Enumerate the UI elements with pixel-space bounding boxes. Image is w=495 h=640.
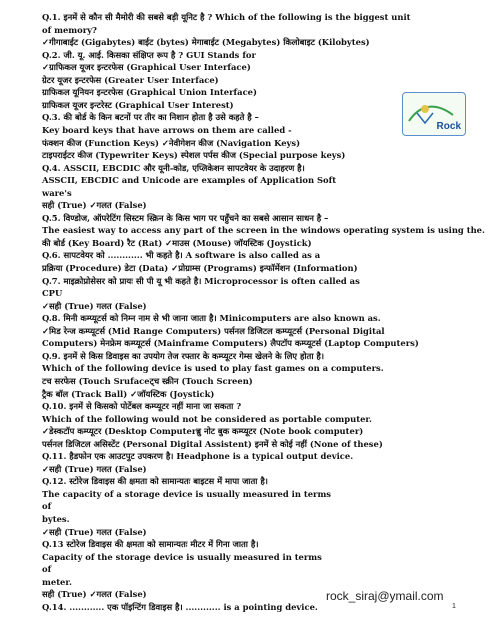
- text-line: Q.4. ASSCII, EBCDIC और यूनी-कोड, एप्लिकेशन सापटवेयर के उदाहरण है।: [42, 162, 305, 173]
- text-line: फंक्शन कीज (Function Keys) ✓नेवीगेशन कीज (Navigation Keys): [42, 137, 301, 148]
- text-line: bytes.: [42, 514, 70, 524]
- text-line: Computers) मेनफ्रेम कम्प्यूटर्स (Mainframe Computers) लैपटॉप कम्प्यूटर्स (Laptop Computers): [42, 338, 419, 349]
- text-line: Q.7. माइक्रोप्रोसेसर को प्रायः सी पी यू भी कहते है। Microprocessor is often called as: [42, 275, 360, 286]
- text-line: Q.2. जी. यू. आई. किसका संक्षिप्त रूप है ? GUI Stands for: [42, 49, 256, 60]
- text-line: ASSCII, EBCDIC and Unicode are examples of Application Soft: [42, 175, 337, 186]
- text-line: ग्राफिकल यूनियन इन्टरफेस (Graphical Union Interface): [42, 87, 257, 98]
- text-line: टाइपराईटर कीज (Typewriter Keys) स्पेशल पर्पस कीज (Special purpose keys): [42, 150, 346, 161]
- text-line: of: [42, 501, 52, 512]
- text-line: Capacity of the storage device is usually measured in terms: [42, 551, 322, 562]
- text-line: ✓ग्राफिकल यूजर इन्टरफेस (Graphical User Interface): [42, 62, 251, 73]
- text-line: ware's: [42, 187, 72, 198]
- text-line: ✓मिड रेन्ज कम्प्यूटर्स (Mid Range Computers) पर्सनल डिजिटल कम्प्यूटर्स (Personal Digital: [42, 325, 385, 336]
- text-line: ✓सही (True) गलत (False): [42, 463, 147, 474]
- text-line: Q.10. इनमें से किसको पोर्टेबल कम्प्यूटर नहीं माना जा सकता ?: [42, 401, 242, 412]
- footer-email: rock_siraj@ymail.com: [326, 589, 444, 603]
- text-line: ट्रैक बॉल (Track Ball) ✓जॉयस्टिक (Joystick): [42, 388, 215, 399]
- text-line: of memory?: [42, 24, 97, 35]
- text-line: टच सरफेस (Touch Srufaceट्च स्क्रीन (Touch Screen): [42, 375, 253, 386]
- text-line: Q.5. विण्डोज, ऑपरेटिंग सिस्टम स्क्रिन के किस भाग पर पहुँचने का सबसे आसान साधन है –: [42, 212, 329, 223]
- text-line: Q.1. इनमें से कौन सी मैमोरी की सबसे बड़ी यूनिट है ? Which of the following is the biggest unit: [42, 12, 411, 22]
- text-line: ✓गीगाबाईट (Gigabytes) बाईट (bytes) मेगाबाईट (Megabytes) किलोबाइट (Kilobytes): [42, 37, 370, 48]
- text-line: Q.14. ............ एक पॉइन्टिंग डिवाइस है। ............ is a pointing device.: [42, 601, 318, 612]
- text-line: Q.3. की बोर्ड के किन बटनों पर तीर का निशान होता है उसे कहते है –: [42, 112, 259, 123]
- text-line: Key board keys that have arrows on them are called -: [42, 124, 292, 135]
- text-line: Q.8. मिनी कम्प्यूटर्स को निम्न नाम से भी जाना जाता है। Minicomputers are also known as.: [42, 313, 381, 324]
- text-line: Which of the following would not be considered as portable computer.: [42, 413, 372, 424]
- text-line: ✓डेस्कटॉप कम्प्यूटर (Desktop Computerब्रु नोट बुक कम्प्यूटर (Note book computer): [42, 426, 364, 437]
- text-line: of: [42, 564, 52, 575]
- text-line: The capacity of a storage device is usually measured in terms: [42, 488, 332, 499]
- text-line: Q.12. स्टोरेज डिवाइस की क्षमता को सामान्यतः बाइटस में मापा जाता है।: [42, 476, 268, 487]
- text-line: ✓सही (True) गलत (False): [42, 526, 147, 537]
- text-line: सही (True) ✓गलत (False): [42, 589, 147, 600]
- text-line: ग्राफिकल यूजर इन्टरेस्ट (Graphical User Interest): [42, 99, 234, 110]
- text-line: पर्सनल डिजिटल असिस्टेंट (Personal Digital Assistent) इनमें से कोई नहीं (None of these): [42, 438, 383, 449]
- rock-logo: [402, 92, 466, 136]
- page-number: 1: [452, 603, 456, 610]
- text-line: की बोर्ड (Key Board) रैट (Rat) ✓माउस (Mouse) जॉयस्टिक (Joystick): [42, 237, 312, 248]
- text-line: meter.: [42, 576, 72, 587]
- text-line: Q.11. हैडफोन एक आउटपुट उपकरण है। Headphone is a typical output device.: [42, 451, 354, 462]
- text-line: ✓सही (True) गलत (False): [42, 300, 147, 311]
- text-line: Q.9. इनमें से किस डिवाइस का उपयोग तेज रफ्तार के कम्प्यूटर गेम्स खेलने के लिए होता है।: [42, 350, 325, 361]
- text-line: CPU: [42, 288, 63, 299]
- text-line: Which of the following device is used to play fast games on a computers.: [42, 363, 384, 374]
- text-line: Q.13 स्टोरेज डिवाइस की क्षमता को सामान्यतः मीटर में गिना जाता है।: [42, 539, 259, 550]
- text-line: प्रक्रिया (Procedure) डेटा (Data) ✓प्रोग्राम्स (Programs) इन्फॉर्मेशन (Information): [42, 263, 358, 273]
- logo-text: Rock: [436, 121, 461, 132]
- text-line: सही (True) ✓गलत (False): [42, 200, 147, 211]
- text-line: Q.6. सापटवेयर को ............ भी कहते है। A software is also called as a: [42, 250, 321, 261]
- text-line: The easiest way to access any part of the screen in the windows operating system is using the.: [42, 225, 485, 236]
- text-line: ग्रेटर यूजर इन्टरफेस (Greater User Interface): [42, 74, 219, 85]
